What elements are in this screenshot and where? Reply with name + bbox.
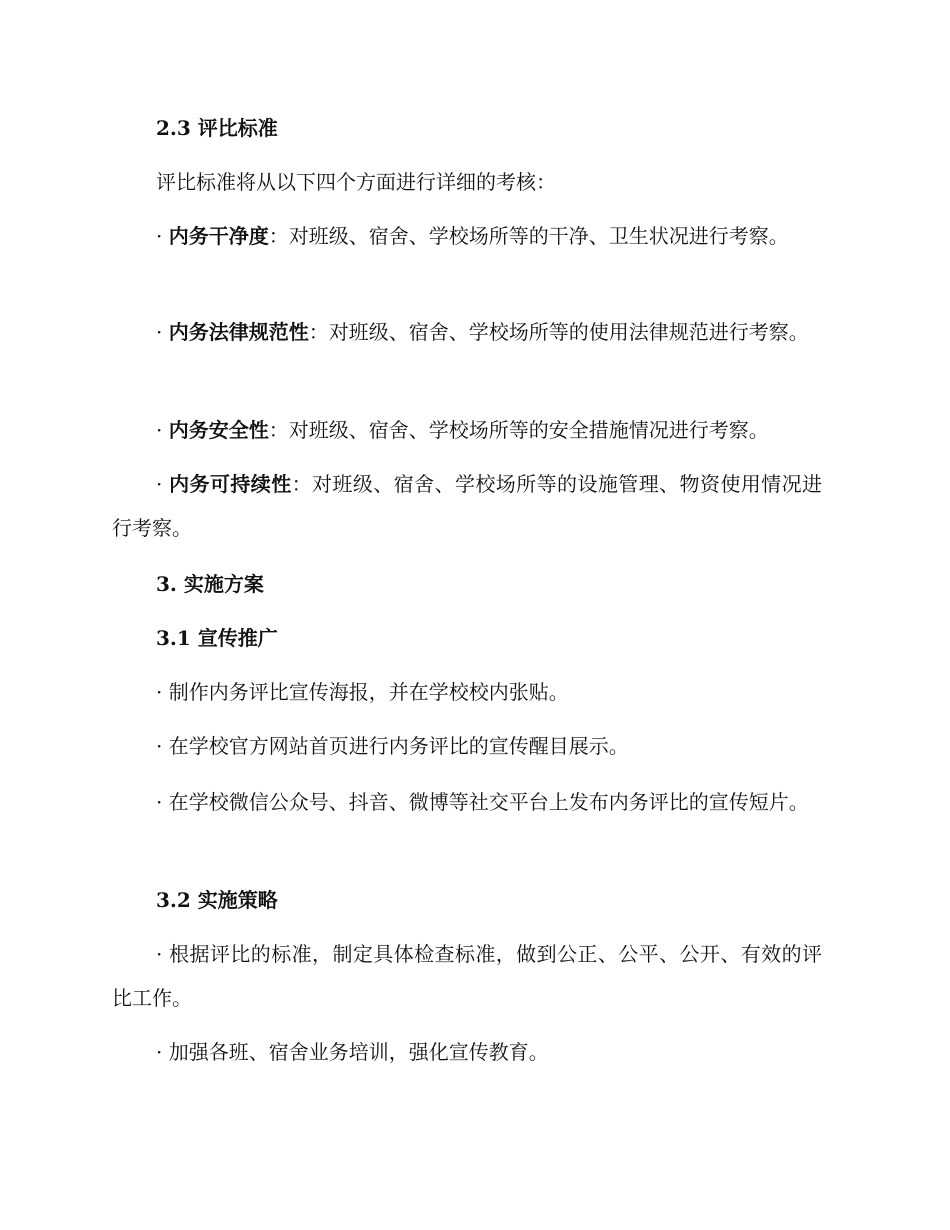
criteria-term: 内务干净度 bbox=[168, 224, 269, 248]
heading-3: 3. 实施方案 bbox=[156, 572, 264, 596]
criteria-term: 内务法律规范性 bbox=[168, 320, 309, 344]
promotion-item: · 在学校微信公众号、抖音、微博等社交平台上发布内务评比的宣传短片。 bbox=[156, 790, 809, 814]
bullet: · bbox=[156, 472, 170, 496]
strategy-item: · 加强各班、宿舍业务培训，强化宣传教育。 bbox=[156, 1040, 549, 1064]
heading-3-1: 3.1 宣传推广 bbox=[156, 626, 278, 650]
criteria-text: ：对班级、宿舍、学校场所等的使用法律规范进行考察。 bbox=[308, 320, 809, 344]
criteria-item-safety bbox=[112, 408, 822, 452]
criteria-text: ：对班级、宿舍、学校场所等的干净、卫生状况进行考察。 bbox=[268, 224, 789, 248]
criteria-item-sustainability bbox=[112, 462, 822, 550]
criteria-item-legal bbox=[112, 310, 822, 354]
strategy-item: · 根据评比的标准，制定具体检查标准，做到公正、公平、公开、有效的评比工作。 bbox=[112, 942, 822, 1010]
criteria-text: ：对班级、宿舍、学校场所等的设施管理、物资使用情况进行考察。 bbox=[112, 472, 823, 540]
heading-3-2: 3.2 实施策略 bbox=[156, 888, 278, 912]
criteria-item-cleanliness bbox=[112, 214, 822, 258]
heading-2-3: 2.3 评比标准 bbox=[156, 116, 278, 140]
criteria-text: ：对班级、宿舍、学校场所等的安全措施情况进行考察。 bbox=[268, 418, 769, 442]
criteria-term: 内务安全性 bbox=[168, 418, 269, 442]
criteria-term: 内务可持续性 bbox=[169, 472, 292, 496]
bullet: · bbox=[156, 320, 169, 344]
promotion-item: · 在学校官方网站首页进行内务评比的宣传醒目展示。 bbox=[156, 734, 629, 758]
document-page bbox=[112, 0, 822, 1230]
bullet: · bbox=[156, 224, 169, 248]
promotion-item: · 制作内务评比宣传海报，并在学校校内张贴。 bbox=[156, 680, 569, 704]
bullet: · bbox=[156, 418, 169, 442]
intro-paragraph: 评比标准将从以下四个方面进行详细的考核： bbox=[156, 170, 556, 194]
